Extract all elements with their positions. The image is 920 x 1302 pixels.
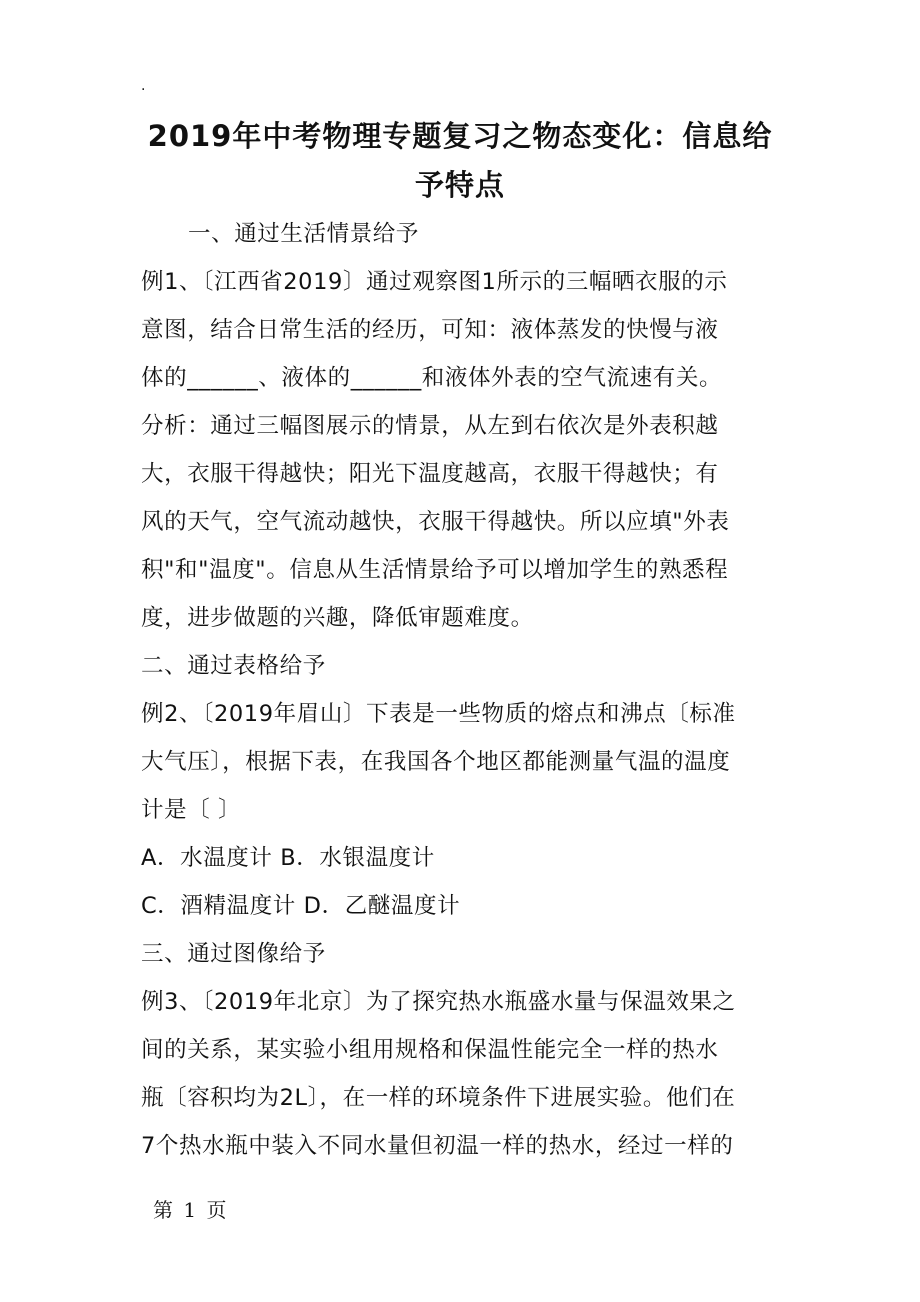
paragraph-line: 7个热水瓶中装入不同水量但初温一样的热水，经过一样的 (141, 1133, 734, 1159)
section-heading-3: 三、通过图像给予 (141, 941, 326, 967)
paragraph-line: 风的天气，空气流动越快，衣服干得越快。所以应填"外表 (141, 509, 730, 535)
paragraph-line: 大，衣服干得越快；阳光下温度越高，衣服干得越快；有 (141, 461, 719, 487)
page-marker: . (141, 78, 146, 94)
paragraph-line: 例1、〔江西省2019〕通过观察图1所示的三幅晒衣服的示 (141, 269, 728, 295)
paragraph-line: 大气压〕，根据下表，在我国各个地区都能测量气温的温度 (141, 749, 731, 775)
paragraph-line: 例2、〔2019年眉山〕下表是一些物质的熔点和沸点〔标准 (141, 701, 736, 727)
paragraph-line: 间的关系，某实验小组用规格和保温性能完全一样的热水 (141, 1037, 719, 1063)
paragraph-line: 瓶〔容积均为2L〕，在一样的环境条件下进展实验。他们在 (141, 1085, 736, 1111)
title-line-1: 2019年中考物理专题复习之物态变化：信息给 (147, 119, 773, 153)
title-line-2: 予特点 (414, 168, 505, 202)
page-number: 第 1 页 (153, 1198, 229, 1222)
paragraph-line: 意图，结合日常生活的经历，可知：液体蒸发的快慢与液 (141, 317, 719, 343)
paragraph-line: 度，进步做题的兴趣，降低审题难度。 (141, 605, 534, 631)
paragraph-line: 积"和"温度"。信息从生活情景给予可以增加学生的熟悉程 (141, 557, 729, 583)
section-heading-1: 一、通过生活情景给予 (188, 221, 420, 247)
option-line: A．水温度计 B．水银温度计 (141, 845, 435, 871)
paragraph-line: 例3、〔2019年北京〕为了探究热水瓶盛水量与保温效果之 (141, 989, 736, 1015)
option-line: C．酒精温度计 D．乙醚温度计 (141, 893, 461, 919)
section-heading-2: 二、通过表格给予 (141, 653, 326, 679)
paragraph-line: 体的______、液体的______和液体外表的空气流速有关。 (141, 365, 723, 391)
paragraph-line: 分析：通过三幅图展示的情景，从左到右依次是外表积越 (141, 413, 719, 439)
paragraph-line: 计是〔 〕 (141, 797, 242, 823)
